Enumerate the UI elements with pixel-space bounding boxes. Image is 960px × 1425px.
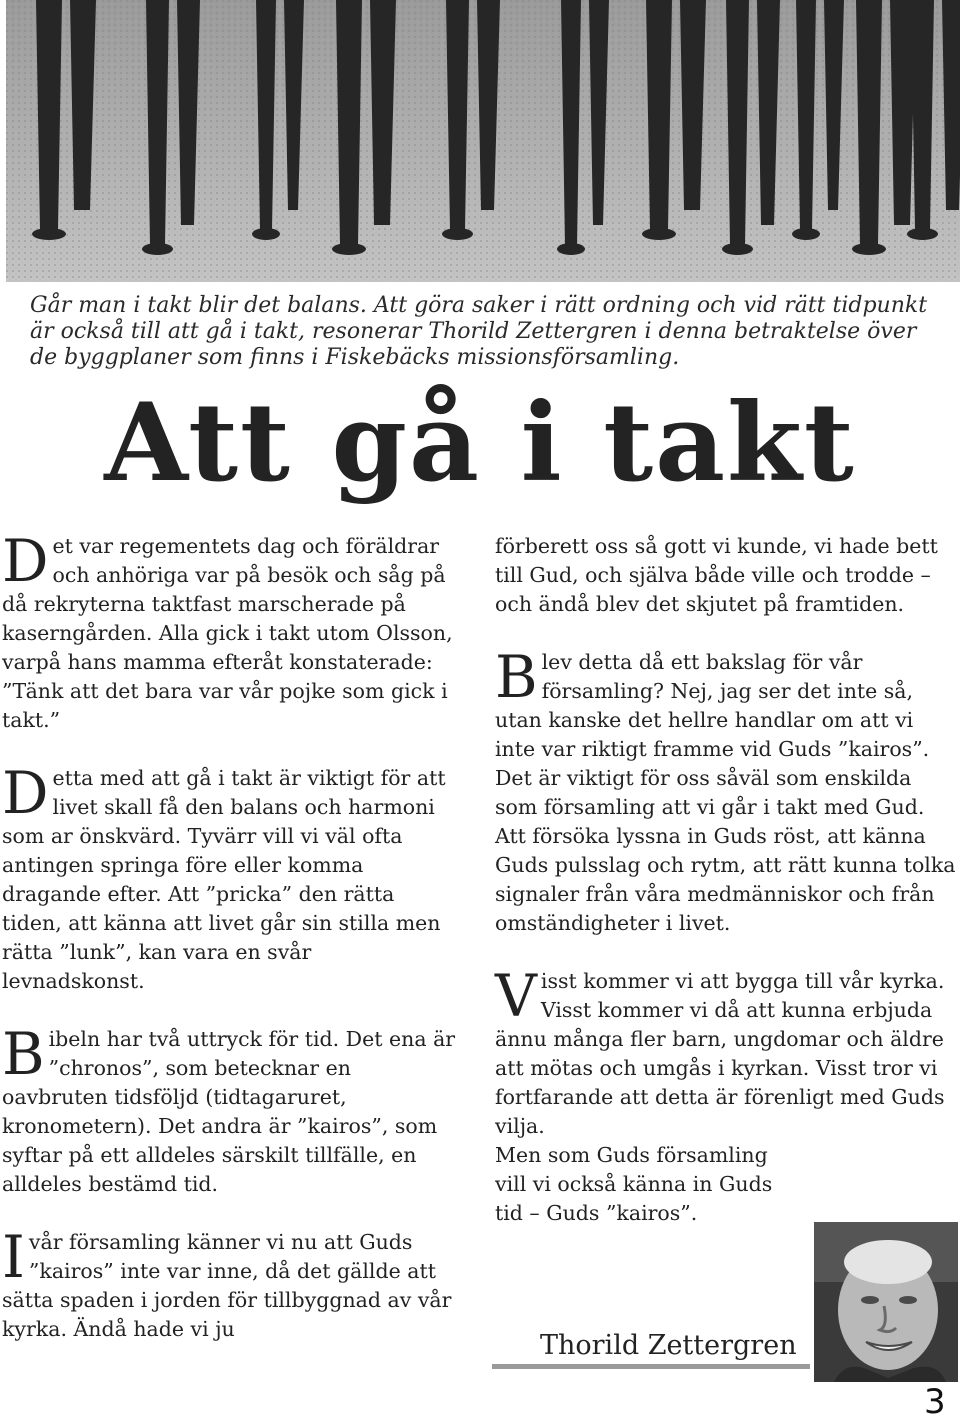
author-signature: Thorild Zettergren (492, 1328, 810, 1369)
article-paragraph (495, 532, 957, 619)
soldier-leg (856, 0, 882, 245)
article-paragraph (2, 759, 460, 996)
soldier-boot (907, 228, 938, 240)
article-paragraph (2, 527, 460, 735)
soldier-boot (642, 228, 676, 240)
soldier-boot (852, 243, 886, 255)
drop-cap: I (2, 1223, 25, 1291)
closing-paragraph (495, 1141, 795, 1228)
soldier-leg (726, 0, 749, 245)
paragraph-text: isst kommer vi att bygga till vår kyrka. Visst kommer vi då att kunna erbjuda ännu många fler barn, ungdomar och äldre att mötas och umgås i kyrkan. Visst tror vi fortfarande att detta är förenligt med Guds vilja. (495, 969, 945, 1138)
paragraph-text: lev detta då ett bakslag för vår församling? Nej, jag ser det inte så, utan kanske det hellre handlar om att vi inte var riktigt framme vid Guds ”kairos”. Det är viktigt för oss såväl som enskilda som församling att vi går i takt med Gud. Att försöka lyssna in Guds röst, att känna Guds pulsslag och rytm, att rätt kunna tolka signaler från våra medmänniskor och från omständigheter i livet. (495, 650, 956, 935)
paragraph-text: Men som Guds församling vill vi också känna in Guds tid – Guds ”kairos”. (495, 1143, 773, 1225)
paragraph-text: vår församling känner vi nu att Guds ”kairos” inte var inne, då det gällde att sätta spaden i jorden för tillbyggnad av vår kyrka. Ändå hade vi ju (2, 1230, 452, 1341)
soldier-boot (32, 228, 66, 240)
article-paragraph (2, 1223, 460, 1344)
soldier-boot (722, 243, 753, 255)
article-column-right (495, 532, 957, 1228)
photo-caption: Går man i takt blir det balans. Att göra saker i rätt ordning och vid rätt tidpunkt är också till att gå i takt, resonerar Thorild Zettergren i denna betraktelse över de byggplaner som finns i Fiskebäcks missionsförsamling. (30, 293, 928, 370)
author-portrait (814, 1222, 958, 1382)
article-paragraph (495, 962, 957, 1141)
paragraph-text: ibeln har två uttryck för tid. Det ena är ”chronos”, som betecknar en oavbruten tidsföljd (tidtagaruret, kronometern). Det andra är ”kairos”, som syftar på ett alldeles särskilt tillfälle, en alldeles bestämd tid. (2, 1027, 456, 1196)
drop-cap: B (495, 643, 538, 711)
soldier-boot (442, 228, 473, 240)
soldier-boot (252, 228, 280, 240)
article-paragraph (495, 643, 957, 938)
page-number: 3 (924, 1382, 946, 1422)
drop-cap: V (495, 962, 537, 1030)
soldier-boot (557, 243, 585, 255)
marching-soldiers-photo (6, 0, 960, 282)
article-paragraph (2, 1020, 460, 1199)
paragraph-text: etta med att gå i takt är viktigt för att livet skall få den balans och harmoni som ar önskvärd. Tyvärr vill vi väl ofta antingen springa före eller komma dragande efter. Att ”pricka” den rätta tiden, att känna att livet går sin stilla men rätta ”lunk”, kan vara en svår levnadskonst. (2, 766, 446, 993)
article-column-left (2, 527, 460, 1344)
soldier-leg (911, 0, 934, 230)
article-headline: Att gå i takt (104, 380, 856, 506)
soldier-leg (146, 0, 169, 245)
soldier-leg (36, 0, 62, 230)
soldier-boot (142, 243, 173, 255)
paragraph-text: förberett oss så gott vi kunde, vi hade bett till Gud, och själva både ville och trodde – och ändå blev det skjutet på framtiden. (495, 534, 938, 616)
paragraph-text: et var regementets dag och föräldrar och anhöriga var på besök och såg på då rekryterna taktfast marscherade på kaserngården. Alla gick i takt utom Olsson, varpå hans mamma efteråt konstaterade: ”Tänk att det bara var vår pojke som gick i takt.” (2, 534, 453, 732)
soldier-leg (336, 0, 362, 245)
drop-cap: D (2, 527, 49, 595)
drop-cap: D (2, 759, 49, 827)
drop-cap: B (2, 1020, 45, 1088)
soldier-leg (446, 0, 469, 230)
soldier-boot (792, 228, 820, 240)
soldier-leg (646, 0, 672, 230)
soldier-boot (332, 243, 366, 255)
